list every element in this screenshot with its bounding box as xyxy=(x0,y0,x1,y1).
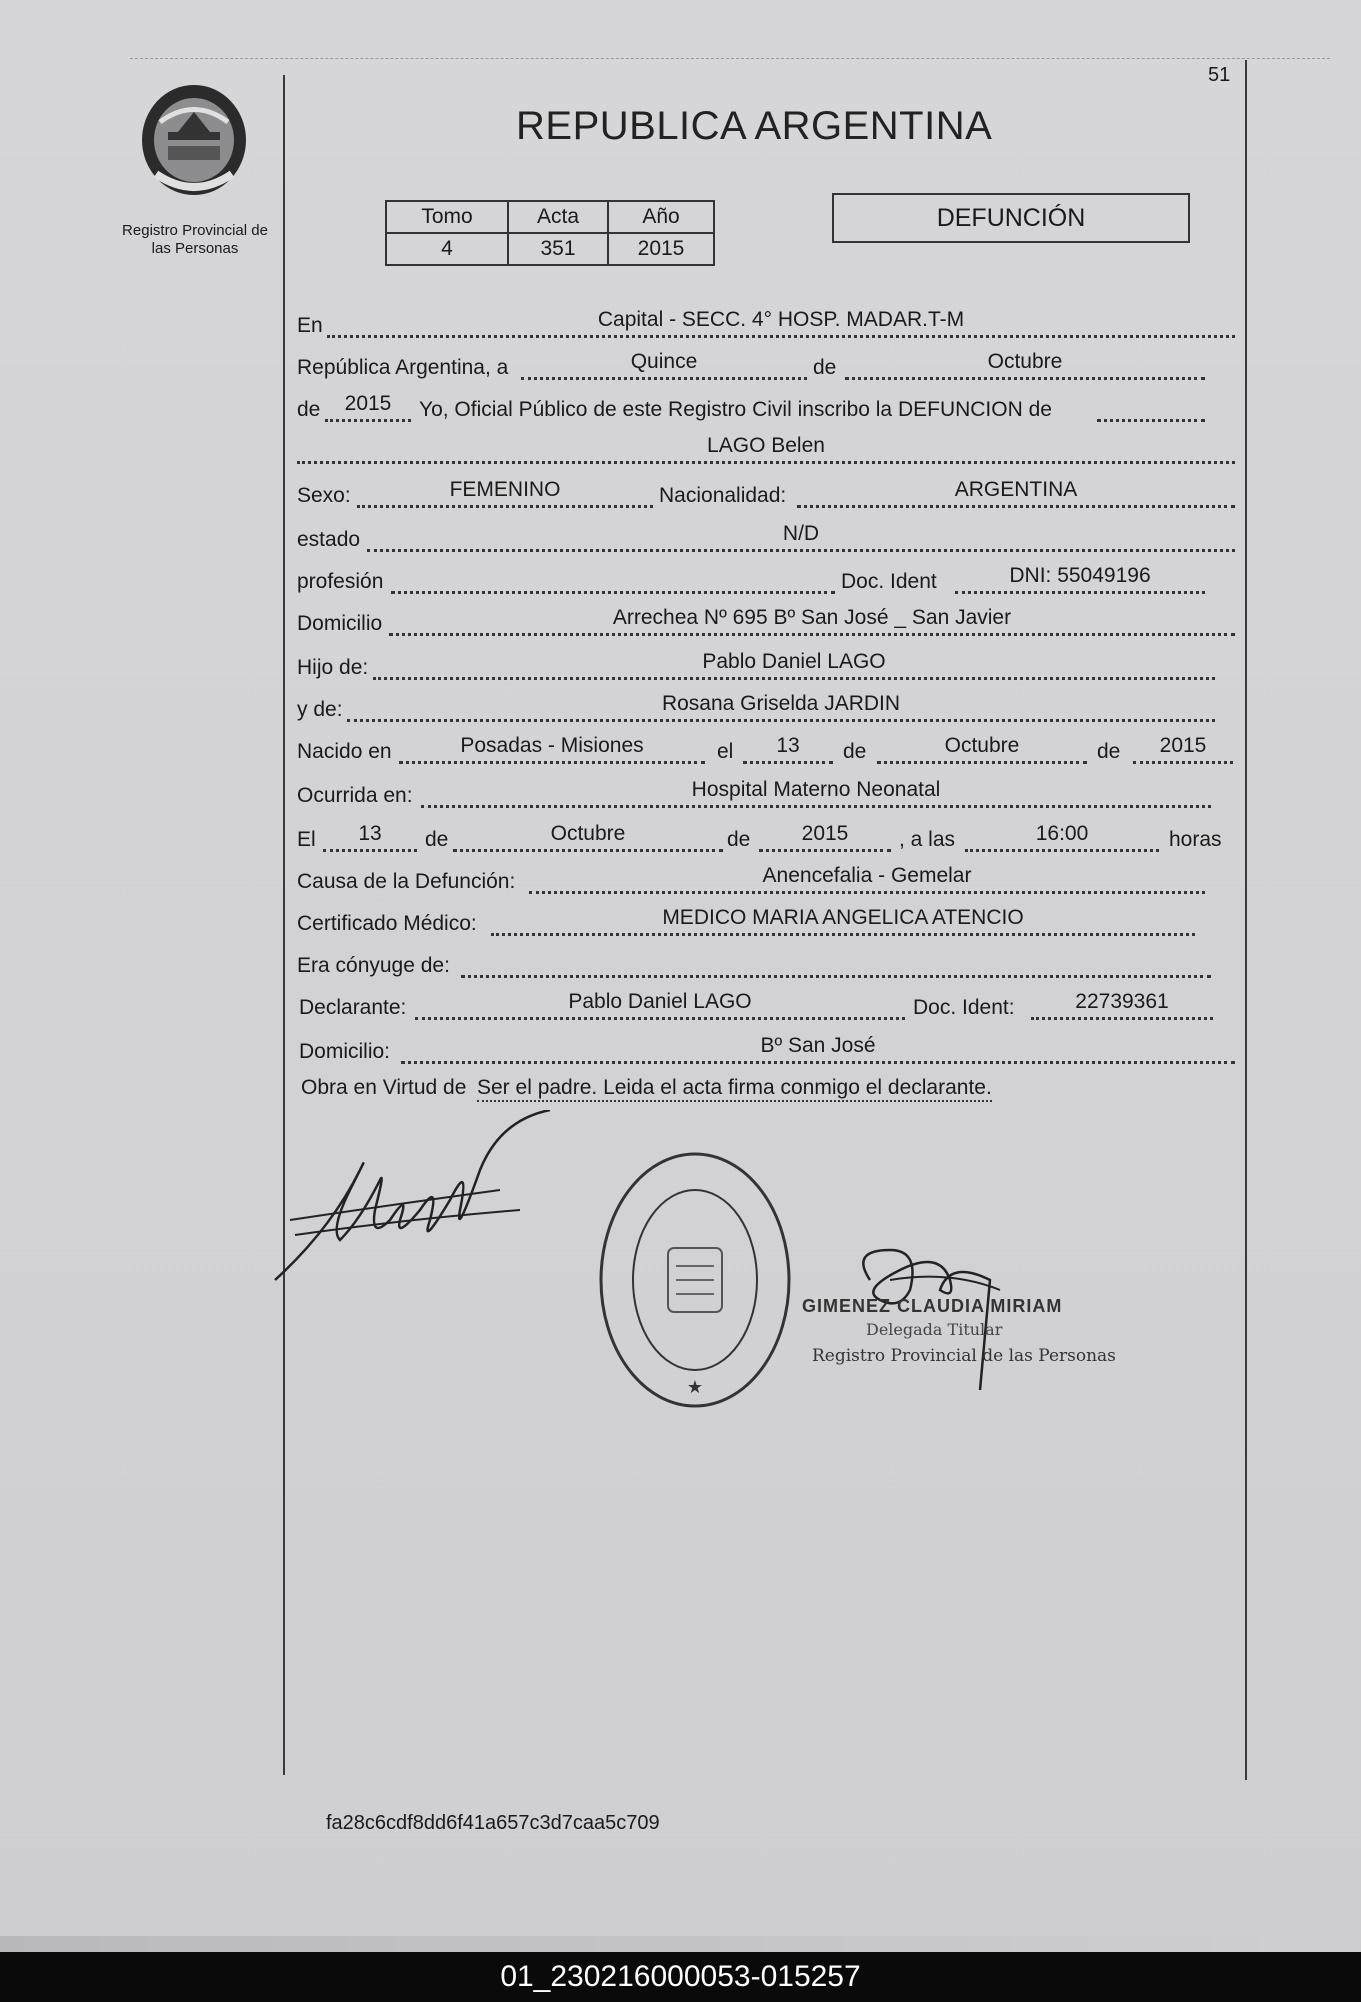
nacido-value: Posadas - Misiones xyxy=(399,734,705,764)
record-type-box: DEFUNCIÓN xyxy=(832,193,1190,243)
nacido-day: 13 xyxy=(743,734,833,764)
declarant-signature-icon xyxy=(270,1110,560,1290)
value-ano: 2015 xyxy=(608,233,714,265)
doc-label: Doc. Ident xyxy=(841,570,937,593)
domicilio-label: Domicilio xyxy=(297,612,383,635)
profesion-label: profesión xyxy=(297,570,384,593)
hijo-value: Pablo Daniel LAGO xyxy=(373,650,1215,680)
month-de-label: de xyxy=(813,356,837,379)
nacionalidad-label: Nacionalidad: xyxy=(659,484,787,507)
official-role: Delegada Titular xyxy=(866,1320,1003,1339)
nacido-de1-label: de xyxy=(843,740,867,763)
registry-line-1: Registro Provincial de xyxy=(122,222,268,239)
deceased-name: LAGO Belen xyxy=(297,434,1235,464)
nacido-el-label: el xyxy=(717,740,734,763)
profesion-value xyxy=(391,564,835,594)
record-table-header xyxy=(386,201,714,233)
republica-label: República Argentina, a xyxy=(297,356,509,379)
record-table xyxy=(385,200,715,266)
official-registry: Registro Provincial de las Personas xyxy=(812,1346,1116,1366)
left-margin-rule xyxy=(283,75,285,1775)
sexo-value: FEMENINO xyxy=(357,478,653,508)
sexo-label: Sexo: xyxy=(297,484,351,507)
day-value: Quince xyxy=(521,350,807,380)
header-ano: Año xyxy=(608,201,714,233)
scan-edge xyxy=(0,1936,1361,1952)
declarante-value: Pablo Daniel LAGO xyxy=(415,990,905,1020)
inscribe-blank xyxy=(1097,392,1205,422)
scan-footer-id: 01_230216000053-015257 xyxy=(0,1952,1361,2002)
misiones-emblem-icon xyxy=(138,82,250,202)
registry-caption xyxy=(110,222,280,258)
death-de4-label: de xyxy=(727,828,751,851)
declarante-label: Declarante: xyxy=(299,996,407,1019)
doc2-value: 22739361 xyxy=(1031,990,1213,1020)
alas-label: , a las xyxy=(899,828,956,851)
death-month: Octubre xyxy=(453,822,723,852)
doc2-label: Doc. Ident: xyxy=(913,996,1015,1019)
obra-prefix: Obra en Virtud de xyxy=(301,1076,467,1099)
right-margin-rule xyxy=(1245,60,1247,1780)
doc-value: DNI: 55049196 xyxy=(955,564,1205,594)
estado-value: N/D xyxy=(367,522,1235,552)
ocurrida-label: Ocurrida en: xyxy=(297,784,413,807)
record-table-values xyxy=(386,233,714,265)
yde-value: Rosana Griselda JARDIN xyxy=(347,692,1215,722)
top-edge-line xyxy=(130,58,1330,59)
value-tomo: 4 xyxy=(386,233,508,265)
nacionalidad-value: ARGENTINA xyxy=(797,478,1235,508)
nacido-year: 2015 xyxy=(1133,734,1233,764)
page-number: 51 xyxy=(1208,64,1231,86)
causa-label: Causa de la Defunción: xyxy=(297,870,516,893)
en-label: En xyxy=(297,314,323,337)
ocurrida-value: Hospital Materno Neonatal xyxy=(421,778,1211,808)
official-name: GIMENEZ CLAUDIA MIRIAM xyxy=(802,1296,1063,1316)
document-title: REPUBLICA ARGENTINA xyxy=(516,104,993,148)
domicilio2-label: Domicilio: xyxy=(299,1040,391,1063)
header-tomo: Tomo xyxy=(386,201,508,233)
causa-value: Anencefalia - Gemelar xyxy=(529,864,1205,894)
value-acta: 351 xyxy=(508,233,608,265)
domicilio-value: Arrechea Nº 695 Bº San José _ San Javier xyxy=(389,606,1235,636)
death-year: 2015 xyxy=(759,822,891,852)
nacido-de2-label: de xyxy=(1097,740,1121,763)
year-de-label: de xyxy=(297,398,321,421)
nacido-label: Nacido en xyxy=(297,740,392,763)
registry-line-2: las Personas xyxy=(151,240,239,257)
obra-text: Ser el padre. Leida el acta firma conmigo el declarante. xyxy=(477,1076,992,1102)
year-value: 2015 xyxy=(325,392,411,422)
yde-label: y de: xyxy=(297,698,343,721)
el2-label: El xyxy=(297,828,316,851)
month-value: Octubre xyxy=(845,350,1205,380)
death-de3-label: de xyxy=(425,828,449,851)
inscribe-text: Yo, Oficial Público de este Registro Civil inscribo la DEFUNCION de xyxy=(419,398,1052,421)
header-acta: Acta xyxy=(508,201,608,233)
estado-label: estado xyxy=(297,528,361,551)
official-stamp-icon xyxy=(596,1148,794,1412)
certificado-value: MEDICO MARIA ANGELICA ATENCIO xyxy=(491,906,1195,936)
svg-text:★: ★ xyxy=(686,1377,704,1398)
death-day: 13 xyxy=(323,822,417,852)
en-value: Capital - SECC. 4° HOSP. MADAR.T-M xyxy=(327,308,1235,338)
horas-label: horas xyxy=(1169,828,1222,851)
conyuge-label: Era cónyuge de: xyxy=(297,954,450,977)
death-time: 16:00 xyxy=(965,822,1159,852)
document-hash: fa28c6cdf8dd6f41a657c3d7caa5c709 xyxy=(326,1812,660,1834)
conyuge-value xyxy=(461,948,1211,978)
domicilio2-value: Bº San José xyxy=(401,1034,1235,1064)
hijo-label: Hijo de: xyxy=(297,656,369,679)
nacido-month: Octubre xyxy=(877,734,1087,764)
certificado-label: Certificado Médico: xyxy=(297,912,477,935)
